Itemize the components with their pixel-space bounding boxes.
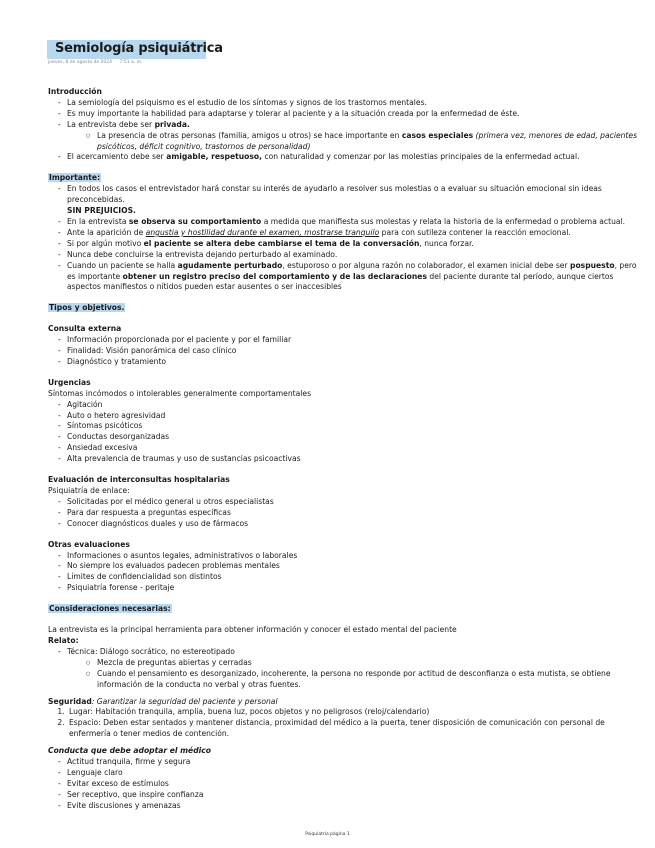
important-list [48,184,638,293]
list-item: - Actitud tranquila, firme y segura [58,757,638,768]
list-item: - Evite discusiones y amenazas [58,801,638,812]
consideraciones-intro: La entrevista es la principal herramienta para obtener información y conocer el estado mental del paciente [48,625,457,635]
list-item: - Agitación [58,400,638,411]
list-item: - No siempre los evaluados padecen problemas mentales [58,561,638,572]
urgencias-list [48,400,638,465]
evaluacion-list [48,497,638,530]
list-item: - Conocer diagnósticos duales y uso de fármacos [58,519,638,530]
list-item: - Cuando un paciente se halla agudamente perturbado, estuporoso o por alguna razón no colaborador, el examen inicial debe ser pospuesto, pero es importante obtener un registro preciso del comportamiento y de las declaraciones del paciente durante tal período, aunque ciertos aspectos manifiestos o nítidos pueden estar ausentes o ser inaccesibles [58,261,638,294]
heading-importante: Importante: [49,173,101,183]
list-item: - El acercamiento debe ser amigable, respetuoso, con naturalidad y comenzar por las molestias principales de la enfermedad actual. [58,152,638,163]
relato-sublist [67,658,638,691]
list-item: - Informaciones o asuntos legales, administrativos o laborales [58,551,638,562]
date-line [48,60,148,65]
heading-tipos: Tipos y objetivos. [49,303,125,313]
heading-evaluacion: Evaluación de interconsultas hospitalarias [48,475,230,485]
heading-urgencias: Urgencias [48,377,91,387]
seguridad-list [48,707,638,740]
list-item: - Psiquiatría forense - peritaje [58,583,638,594]
list-item: ○ Cuando el pensamiento es desorganizado, incoherente, la persona no responde por actitud de desconfianza o esta mutista, se obtiene información de la conducta no verbal y otras fuentes. [86,669,638,691]
list-item: - Finalidad: Visión panorámica del caso clínico [58,346,638,357]
list-item: - Nunca debe concluirse la entrevista dejando perturbado al examinado. [58,250,638,261]
list-item: - Auto o hetero agresividad [58,411,638,422]
note-time: 7:51 a. m. [119,60,143,65]
list-item: - Ante la aparición de angustia y hostilidad durante el examen, mostrarse tranquilo para con sutileza contener la reacción emocional. [58,228,638,239]
list-item: 1. Lugar: Habitación tranquila, amplia, buena luz, pocos objetos y no peligrosos (reloj/calendario) [67,707,638,718]
list-item: - Es muy importante la habilidad para adaptarse y tolerar al paciente y a la situación creada por la enfermedad de éste. [58,109,638,120]
intro-list [48,98,638,163]
list-item: - Lenguaje claro [58,768,638,779]
list-item: - Síntomas psicóticos [58,421,638,432]
heading-otras-evaluaciones: Otras evaluaciones [48,539,130,549]
list-item: - En la entrevista se observa su comportamiento a medida que manifiesta sus molestas y relata la historia de la enfermedad o problema actual. [58,217,638,228]
relato-label: Relato: [48,635,79,645]
heading-conducta: Conducta que debe adoptar el médico [48,746,211,756]
seguridad-line: Seguridad: Garantizar la seguridad del paciente y personal [48,696,278,706]
note-body [48,87,638,812]
list-item: - Conductas desorganizadas [58,432,638,443]
otras-list [48,551,638,595]
heading-consulta-externa: Consulta externa [48,324,122,334]
list-item: - Si por algún motivo el paciente se altera debe cambiarse el tema de la conversación, nunca forzar. [58,239,638,250]
list-item: - La entrevista debe ser privada. ○ La presencia de otras personas (familia, amigos u otros) se hace importante en casos especiales (primera vez, menores de edad, pacientes psicóticos, déficit cognitivo, trastornos de personalidad) [58,120,638,153]
consulta-list [48,335,638,368]
list-item: - Ser receptivo, que inspire confianza [58,790,638,801]
page-title: Semiología psiquiátrica [55,41,223,56]
heading-consideraciones: Consideraciones necesarias: [49,604,171,614]
relato-list [48,647,638,691]
list-item: - Información proporcionada por el paciente y por el familiar [58,335,638,346]
page-footer: Psiquiatría página 1 [305,832,350,837]
list-item: - Técnica: Diálogo socrático, no estereotipado ○ Mezcla de preguntas abiertas y cerradas ○ Cuando el pensamiento es desorganizado, incoherente, la persona no responde por actitud de desconfianza o esta mutista, se obtiene información de la conducta no verbal y otras fuentes. [58,647,638,691]
list-item: - La semiología del psiquismo es el estudio de los síntomas y signos de los trastornos mentales. [58,98,638,109]
conducta-list [48,757,638,812]
evaluacion-intro: Psiquiatría de enlace: [48,486,130,495]
list-item: - Límites de confidencialidad son distintos [58,572,638,583]
list-item: 2. Espacio: Deben estar sentados y mantener distancia, proximidad del médico a la puerta, tener disposición de comunicación con personal de enfermería o tener medios de contención. [67,718,638,740]
list-item: ○ Mezcla de preguntas abiertas y cerradas [86,658,638,669]
intro-sublist [67,131,638,153]
urgencias-intro: Síntomas incómodos o intolerables generalmente comportamentales [48,388,312,398]
list-item: - Evitar exceso de estímulos [58,779,638,790]
note-date: jueves, 8 de agosto de 2024 [48,60,113,65]
list-item: - Solicitadas por el médico general u otros especialistas [58,497,638,508]
list-item: - Alta prevalencia de traumas y uso de sustancias psicoactivas [58,454,638,465]
list-item: - Diagnóstico y tratamiento [58,357,638,368]
heading-introduccion: Introducción [48,87,102,96]
list-item: ○ La presencia de otras personas (familia, amigos u otros) se hace importante en casos especiales (primera vez, menores de edad, pacientes psicóticos, déficit cognitivo, trastornos de personalidad) [86,131,638,153]
list-item: - Ansiedad excesiva [58,443,638,454]
list-item: - En todos los casos el entrevistador hará constar su interés de ayudarlo a resolver sus molestias o a evaluar su situación emocional sin ideas preconcebidas. SIN PREJUICIOS. [58,184,638,217]
list-item: - Para dar respuesta a preguntas específicas [58,508,638,519]
